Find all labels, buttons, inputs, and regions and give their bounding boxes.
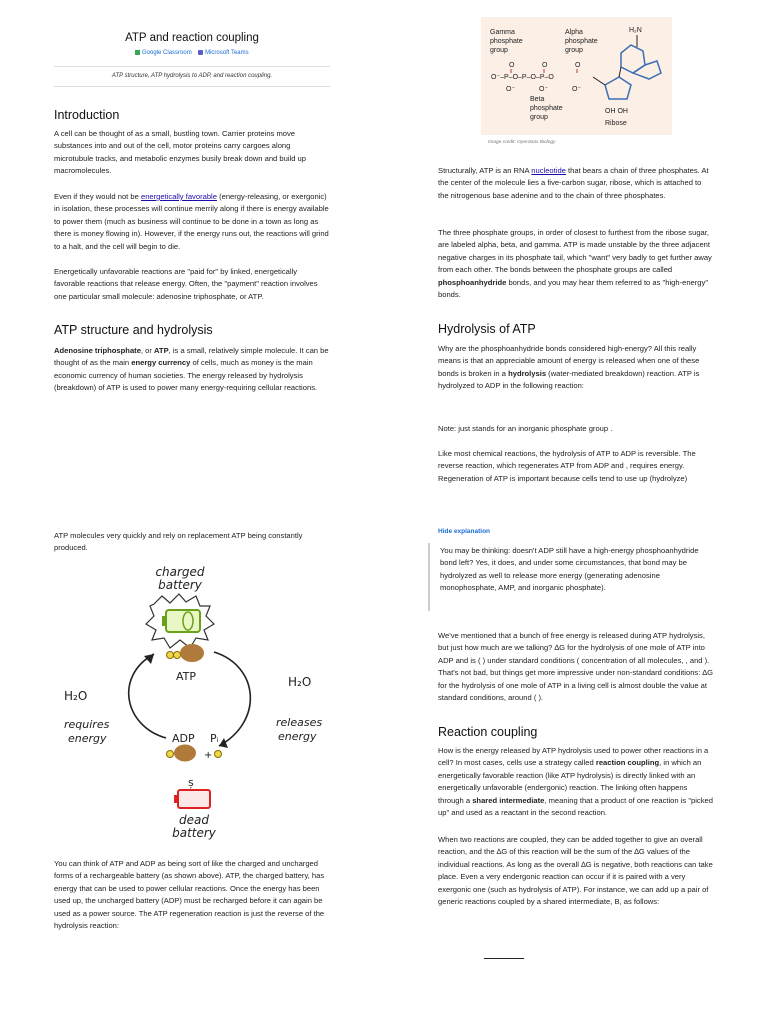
hydrolysis-paragraph-2: Like most chemical reactions, the hydrolysis of ATP to ADP is reversible. The reverse reaction, which regenerates ATP from ADP and , requires energy. Regeneration of ATP is important because cells tend to use up (hydrolyze) [438,449,696,483]
charged-label-1: charged [155,565,205,579]
free-energy-paragraph: We've mentioned that a bunch of free energy is released during ATP hydrolysis, but just how much are we talking? ∆G for the hydrolysis of one mole of ATP into ADP and is ( ) under standard conditions ( concentration of all molecules, , and ). That's not bad, but things get more impressive under non-standard conditions: ∆G for the hydrolysis of one mole of ATP in a living cell is almost double the value at standard conditions, around ( ). [438,631,713,703]
adp-molecule-icon [174,745,196,762]
dead-battery-icon [178,790,210,808]
phosphate-icon [215,751,222,758]
hydrolysis-paragraph-1: Why are the phosphoanhydride bonds considered high-energy? All this really means is that an appreciable amount of energy is released when one of these bonds is broken in a hydrolysis (water-mediated breakdown) reaction. ATP is hydrolyzed to ADP in the following reaction: [438,344,700,391]
requires-label-2: energy [68,732,107,745]
ribose-label: Ribose [605,120,627,127]
google-classroom-link[interactable]: Google Classroom [135,50,193,56]
image-credit: Image credit: OpenStax Biology [488,140,556,145]
gamma-label-3: group [490,47,508,54]
releases-label-1: releases [276,716,323,729]
phosphate-note: Note: just stands for an inorganic phosphate group . [438,424,613,433]
structure-description-paragraph: Structurally, ATP is an RNA nucleotide that bears a chain of three phosphates. At the center of the molecule lies a five-carbon sugar, ribose, which is attached to the nitrogenous base adenine and to the chain of three phosphates. [438,166,709,200]
pi-label: Pᵢ [210,732,219,745]
releases-label-2: energy [278,730,317,743]
microsoft-teams-link[interactable]: Microsoft Teams [198,50,248,56]
page-header [54,28,330,87]
reaction-coupling-paragraph-1: How is the energy released by ATP hydrolysis used to power other reactions in a cell? In most cases, cells use a strategy called reaction coupling, in which an energetically favorable reaction (like ATP hydrolysis) is directly linked with an energetically unfavorable (endergonic) reaction. The linking often happens through a shared intermediate, meaning that a product of one reaction is "picked up" and used as a reactant in the second reaction. [438,746,713,818]
hydrolysis-heading: Hydrolysis of ATP [438,322,536,336]
svg-text:O: O [575,62,581,69]
svg-text:ș: ș [188,776,194,789]
intro-heading: Introduction [54,108,120,122]
energetically-favorable-link[interactable]: energetically favorable [140,192,217,201]
structure-paragraph-2: ATP molecules very quickly and rely on replacement ATP being constantly produced. [54,531,303,553]
h2o-right-label: H₂O [288,675,312,689]
nucleotide-link[interactable]: nucleotide [531,166,566,175]
h2o-left-label: H₂O [64,689,88,703]
beta-label-1: Beta [530,96,545,103]
alpha-label-3: group [565,47,583,54]
cycle-left-arrow [129,654,166,738]
amine-label: H₂N [629,27,642,34]
header-divider-bottom [54,86,330,87]
beta-label-3: group [530,114,548,121]
charged-label-2: battery [158,578,202,592]
svg-text:O⁻: O⁻ [506,86,516,93]
atp-battery-cycle-figure [54,556,330,846]
svg-text:O⁻: O⁻ [539,86,549,93]
gamma-label-1: Gamma [490,29,515,36]
reaction-coupling-heading: Reaction coupling [438,725,538,739]
share-links [54,50,330,56]
intro-paragraph-3: Energetically unfavorable reactions are "paid for" by linked, energetically favorable reactions that release energy. Often, the "payment" reaction involves one particular small molecule: adenosine triphosphate, or ATP. [54,267,318,301]
atp-label: ATP [175,670,197,683]
explanation-rule [428,543,430,611]
svg-text:O: O [542,62,548,69]
hide-explanation-button[interactable]: Hide explanation [438,528,491,535]
classroom-icon [135,50,140,55]
plus-sign: + [204,750,213,761]
ohoh-label: OH OH [605,108,628,115]
svg-text:O: O [509,62,515,69]
page-title: ATP and reaction coupling [125,32,259,44]
structure-heading: ATP structure and hydrolysis [54,323,213,337]
svg-text:O⁻: O⁻ [572,86,582,93]
atp-molecule-icon [180,644,204,662]
dead-label-1: dead [179,813,209,827]
header-divider-top [54,66,330,67]
structure-paragraph-3: You can think of ATP and ADP as being sort of like the charged and uncharged forms of a rechargeable battery (as shown above). ATP, the charged battery, has energy that can be used to power cellular reactions. Once the energy has been used up, the uncharged battery (ADP) must be recharged before it can again be used as a power source. The ATP regeneration reaction is just the reverse of the hydrolysis reaction: [54,859,325,931]
phosphate-groups-paragraph: The three phosphate groups, in order of closest to furthest from the ribose sugar, are labeled alpha, beta, and gamma. ATP is made unstable by the three adjacent negative charges in its phosphate tail, which "want" very badly to get further away from each other. The bonds between the phosphate groups are called phosphoanhydride bonds, and you may hear them referred to as "high-energy" bonds. [438,228,712,300]
reaction-coupling-paragraph-2: When two reactions are coupled, they can be added together to give an overall reaction, and the ∆G of this reaction will be the sum of the ∆G values of the individual reactions. As long as the overall ∆G is negative, both reactions can take place. Even a very endergonic reaction can occur if it is paired with a very exergonic one (such as hydrolysis of ATP). For instance, we can add up a pair of generic reactions coupled by a shared intermediate, B, as follows: [438,835,713,907]
cycle-right-arrow [214,652,250,746]
structure-paragraph-1: Adenosine triphosphate, or ATP, is a small, relatively simple molecule. It can be thought of as the main energy currency of cells, much as money is the main economic currency of human societies. The energy released by hydrolysis (breakdown) of ATP is used to power many energy-requiring cellular reactions. [54,346,329,393]
equation-rule [484,958,524,959]
page-subtitle: ATP structure, ATP hydrolysis to ADP, and reaction coupling. [111,73,273,80]
gamma-label-2: phosphate [490,38,523,45]
explanation-text: You may be thinking: doesn't ADP still have a high-energy phosphoanhydride bond left? Yes, it does, and under some circumstances, that bond may be hydrolyzed as well to release more energy (generating adenosine monophosphate, AMP, and inorganic phosphate). [440,546,699,593]
teams-icon [198,50,203,55]
atp-structure-figure [481,17,672,135]
intro-paragraph-1: A cell can be thought of as a small, bustling town. Carrier proteins move substances into and out of the cell, motor proteins carry cargoes along microtubule tracks, and metabolic enzymes busily break down and build up macromolecules. [54,129,306,176]
requires-label-1: requires [64,718,110,731]
beta-label-2: phosphate [530,105,563,112]
dead-label-2: battery [172,826,216,840]
alpha-label-1: Alpha [565,29,583,36]
alpha-label-2: phosphate [565,38,598,45]
svg-text:O⁻–P–O–P–O–P–O: O⁻–P–O–P–O–P–O [491,74,554,81]
adp-label: ADP [172,732,195,745]
intro-paragraph-2: Even if they would not be energetically favorable (energy-releasing, or exergonic) in isolation, these processes will continue merrily along if there is energy available to power them (much as business will continue to be done in a town as long as there is money flowing in). However, if the energy runs out, the reactions will grind to a halt, and the cell will begin to die. [54,192,329,251]
